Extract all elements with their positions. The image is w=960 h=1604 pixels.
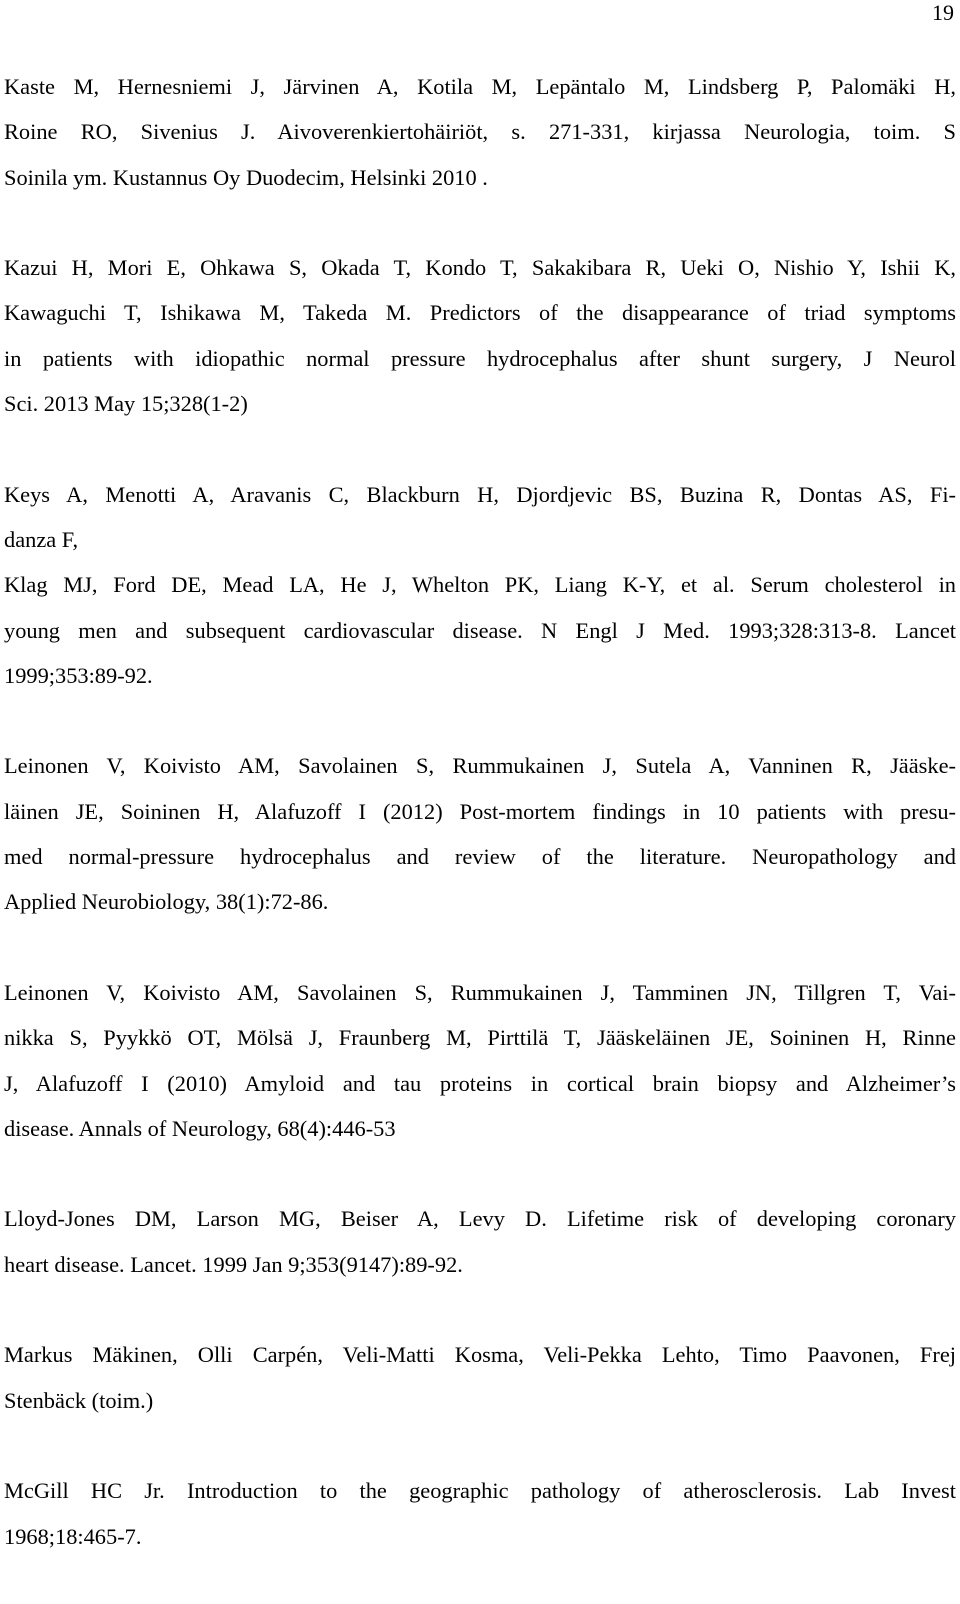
reference-line: Leinonen V, Koivisto AM, Savolainen S, Rummukainen J, Sutela A, Vanninen R, Jääske- <box>4 753 956 779</box>
reference-line: Kaste M, Hernesniemi J, Järvinen A, Kotila M, Lepäntalo M, Lindsberg P, Palomäki H, <box>4 74 956 99</box>
reference-line: young men and subsequent cardiovascular disease. N Engl J Med. 1993;328:313-8. Lancet <box>4 617 956 643</box>
reference-line: Markus Mäkinen, Olli Carpén, Veli-Matti Kosma, Veli-Pekka Lehto, Timo Paavonen, Frej <box>4 1342 956 1368</box>
reference-entry <box>4 245 956 426</box>
page-number: 19 <box>932 0 954 25</box>
reference-line: McGill HC Jr. Introduction to the geographic pathology of atherosclerosis. Lab Invest <box>4 1478 956 1504</box>
reference-entry <box>4 1468 956 1559</box>
reference-entry <box>4 1196 956 1287</box>
reference-line: nikka S, Pyykkö OT, Mölsä J, Fraunberg M, Pirttilä T, Jääskeläinen JE, Soininen H, Rinne <box>4 1025 956 1051</box>
reference-line: disease. Annals of Neurology, 68(4):446-53 <box>4 1115 396 1141</box>
reference-line: heart disease. Lancet. 1999 Jan 9;353(9147):89-92. <box>4 1251 463 1277</box>
reference-entry <box>4 472 956 698</box>
reference-line: Lloyd-Jones DM, Larson MG, Beiser A, Levy D. Lifetime risk of developing coronary <box>4 1206 956 1232</box>
reference-line: 1968;18:465-7. <box>4 1523 142 1549</box>
reference-line: Soinila ym. Kustannus Oy Duodecim, Helsinki 2010 . <box>4 164 488 190</box>
reference-list <box>4 64 956 1604</box>
reference-line: Leinonen V, Koivisto AM, Savolainen S, Rummukainen J, Tamminen JN, Tillgren T, Vai- <box>4 979 956 1005</box>
reference-line: Roine RO, Sivenius J. Aivoverenkiertohäiriöt, s. 271-331, kirjassa Neurologia, toim. S <box>4 119 956 145</box>
reference-line: Klag MJ, Ford DE, Mead LA, He J, Whelton PK, Liang K-Y, et al. Serum cholesterol in <box>4 572 956 598</box>
reference-entry <box>4 970 956 1151</box>
reference-line: Applied Neurobiology, 38(1):72-86. <box>4 889 329 915</box>
reference-line: Kawaguchi T, Ishikawa M, Takeda M. Predictors of the disappearance of triad symptoms <box>4 300 956 326</box>
reference-line: läinen JE, Soininen H, Alafuzoff I (2012) Post-mortem findings in 10 patients with presu- <box>4 798 956 824</box>
reference-line: Kazui H, Mori E, Ohkawa S, Okada T, Kondo T, Sakakibara R, Ueki O, Nishio Y, Ishii K, <box>4 255 956 281</box>
reference-line: Sci. 2013 May 15;328(1-2) <box>4 391 248 417</box>
reference-line: 1999;353:89-92. <box>4 662 153 688</box>
reference-line: med normal-pressure hydrocephalus and review of the literature. Neuropathology and <box>4 844 956 870</box>
reference-entry <box>4 743 956 924</box>
reference-entry <box>4 64 956 200</box>
reference-line: in patients with idiopathic normal pressure hydrocephalus after shunt surgery, J Neurol <box>4 345 956 371</box>
reference-line: Stenbäck (toim.) <box>4 1387 154 1413</box>
reference-line: Keys A, Menotti A, Aravanis C, Blackburn H, Djordjevic BS, Buzina R, Dontas AS, Fi- <box>4 481 956 507</box>
reference-line: danza F, <box>4 526 79 552</box>
reference-line: J, Alafuzoff I (2010) Amyloid and tau proteins in cortical brain biopsy and Alzheimer’s <box>4 1070 956 1096</box>
reference-entry <box>4 1332 956 1423</box>
